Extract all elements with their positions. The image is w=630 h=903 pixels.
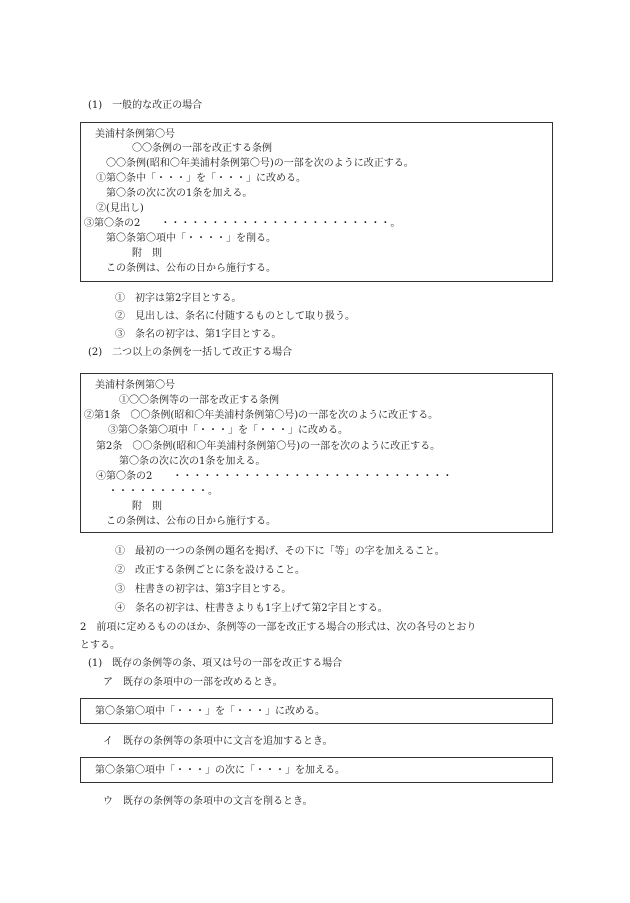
effective-clause: この条例は、公布の日から施行する。 <box>106 263 276 274</box>
sub-item: イ 既存の条例等の条項中に文言を追加するとき。 <box>103 736 333 747</box>
note-item: ③ 条名の初字は、第1字目とする。 <box>115 329 282 340</box>
ordinance-number: 美浦村条例第〇号 <box>95 129 175 140</box>
note-item: ④ 条名の初字は、柱書きよりも1字上げて第2字目とする。 <box>115 603 388 614</box>
supplementary-provision: 附 則 <box>132 501 162 512</box>
example-line: 第〇条第〇項中「・・・」の次に「・・・」を加える。 <box>95 765 345 776</box>
example-line: 第2条 〇〇条例(昭和〇年美浦村条例第〇号)の一部を次のように改正する。 <box>96 441 441 452</box>
example-line: ①第〇条中「・・・」を「・・・」に改める。 <box>96 173 306 184</box>
ordinance-title: ①〇〇条例等の一部を改正する条例 <box>119 395 279 406</box>
enactment-clause: 〇〇条例(昭和〇年美浦村条例第〇号)の一部を次のように改正する。 <box>106 158 414 169</box>
paragraph-text: とする。 <box>80 640 120 651</box>
supplementary-provision: 附 則 <box>132 248 162 259</box>
example-line: ②第1条 〇〇条例(昭和〇年美浦村条例第〇号)の一部を次のように改正する。 <box>84 410 439 421</box>
example-line: 第〇条の次に次の1条を加える。 <box>119 456 266 467</box>
example-line: 第〇条の次に次の1条を加える。 <box>106 188 253 199</box>
example-line: ③第〇条の2 ・・・・・・・・・・・・・・・・・・・・・・・。 <box>84 218 401 229</box>
effective-clause: この条例は、公布の日から施行する。 <box>106 516 276 527</box>
note-item: ② 改正する条例ごとに条を設けること。 <box>115 565 305 576</box>
example-line: ③第〇条第〇項中「・・・」を「・・・」に改める。 <box>108 425 348 436</box>
ordinance-number: 美浦村条例第〇号 <box>95 380 175 391</box>
sub-item: ウ 既存の条例等の条項中の文言を削るとき。 <box>103 796 313 807</box>
note-item: ③ 柱書きの初字は、第3字目とする。 <box>115 584 292 595</box>
ordinance-title: 〇〇条例の一部を改正する条例 <box>132 143 272 154</box>
note-item: ① 初字は第2字目とする。 <box>115 293 242 304</box>
note-item: ① 最初の一つの条例の題名を掲げ、その下に「等」の字を加えること。 <box>115 546 445 557</box>
example-line: 第〇条第〇項中「・・・・」を削る。 <box>106 233 276 244</box>
paragraph-text: 2 前項に定めるもののほか、条例等の一部を改正する場合の形式は、次の各号のとおり <box>80 622 477 633</box>
section1-heading: (1) 一般的な改正の場合 <box>88 100 203 111</box>
note-item: ② 見出しは、条名に付随するものとして取り扱う。 <box>115 311 355 322</box>
example-line: ・・・・・・・・・・。 <box>108 486 218 497</box>
sub-item: ア 既存の条項中の一部を改めるとき。 <box>103 677 283 688</box>
example-line: ②(見出し) <box>96 203 144 214</box>
section2-heading: (2) 二つ以上の条例を一括して改正する場合 <box>88 347 293 358</box>
item-heading: (1) 既存の条例等の条、項又は号の一部を改正する場合 <box>88 658 343 669</box>
example-line: ④第〇条の2 ・・・・・・・・・・・・・・・・・・・・・・・・・・・・ <box>96 471 453 482</box>
example-line: 第〇条第〇項中「・・・」を「・・・」に改める。 <box>95 706 325 717</box>
